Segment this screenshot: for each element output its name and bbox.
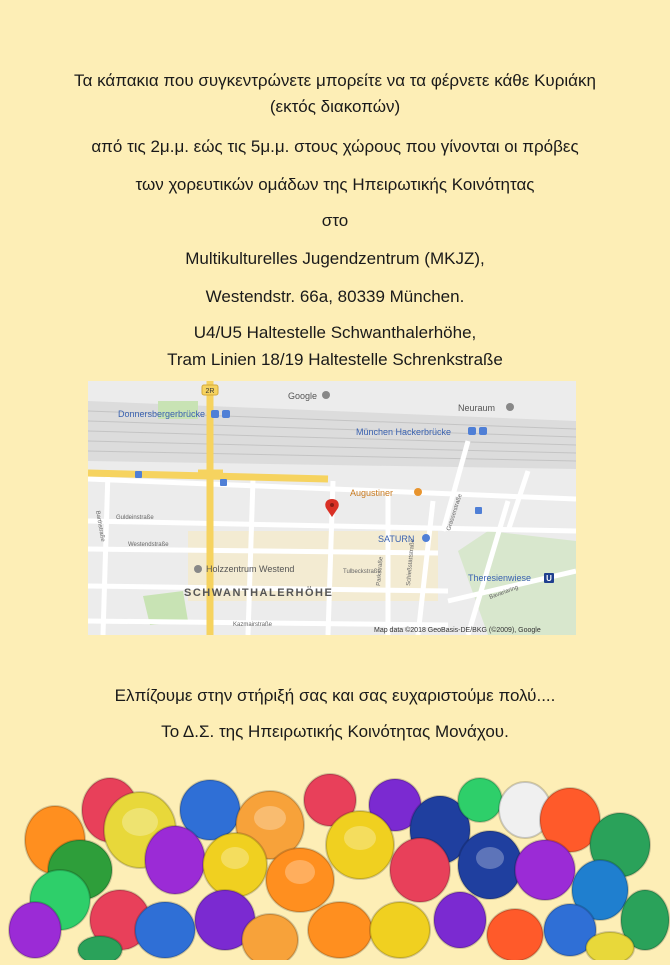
station-icon-3 (468, 427, 476, 435)
location-marker-icon (325, 499, 339, 517)
transit-line-2: Tram Linien 18/19 Haltestelle Schrenkstraße (167, 350, 503, 369)
map-canvas (88, 381, 576, 635)
street-label-kazmairstrasse: Kazmairstraße (233, 622, 273, 628)
station-icon-4 (479, 427, 487, 435)
street-label-grasserstrasse: Grasserstraße (446, 493, 464, 532)
station-icon-1 (211, 410, 219, 418)
notice-line-4: των χορευτικών ομάδων της Ηπειρωτικής Κοινότητας (135, 175, 535, 194)
signature-line: Το Δ.Σ. της Ηπειρωτικής Κοινότητας Μονάχου. (161, 722, 509, 741)
notice-line-1: Τα κάπακια που συγκεντρώνετε μπορείτε να τα φέρνετε κάθε Κυριάκη (74, 71, 596, 90)
poi-icon-augustiner (414, 488, 422, 496)
transit-line-1: U4/U5 Haltestelle Schwanthalerhöhe, (193, 323, 477, 342)
station-icon-2 (222, 410, 230, 418)
thank-you-line: Ελπίζουμε στην στήριξή σας και σας ευχαριστούμε πολύ.... (114, 686, 556, 705)
poi-icon-holzzentrum (194, 565, 202, 573)
street-label-guldeinstrasse: Guldeinstraße (116, 515, 154, 521)
street-label-westendstrasse: Westendstraße (128, 542, 169, 548)
street-label-schiesstaettstrasse: Schießstättstraße (406, 538, 417, 587)
map-label-google: Google (288, 391, 318, 401)
street-label-parkstrasse: Parkstraße (376, 556, 385, 587)
map-label-holzzentrum: Holzzentrum Westend (206, 564, 295, 574)
street-label-tulbeckstrasse: Tulbeckstraße (343, 569, 381, 575)
route-label: 2R (205, 388, 215, 395)
tram-stop-icon-3 (475, 507, 482, 514)
poi-icon-saturn (422, 534, 430, 542)
street-label-barthstrasse: Barthstraße (94, 510, 106, 543)
subway-badge-label: U (546, 574, 552, 583)
bottle-caps-illustration (0, 770, 670, 960)
tram-stop-icon-2 (220, 479, 227, 486)
map-label-theresienwiese: Theresienwiese (468, 573, 532, 583)
map-label-hackerbruecke: München Hackerbrücke (356, 427, 452, 437)
venue-name: Multikulturelles Jugendzentrum (MKJZ), (185, 249, 485, 268)
map-attribution: Map data ©2018 GeoBasis-DE/BKG (©2009), Google (374, 627, 541, 634)
venue-address: Westendstr. 66a, 80339 München. (205, 287, 465, 306)
map-label-donnersbergerbruecke: Donnersbergerbrücke (118, 409, 206, 419)
map-label-augustiner: Augustiner (350, 488, 394, 498)
poi-icon-neuraum (506, 403, 514, 411)
street-label-bavariaring: Bavariaring (488, 584, 520, 601)
map-label-neuraum: Neuraum (458, 403, 496, 413)
map-label-saturn: SATURN (378, 534, 415, 544)
notice-line-3: από τις 2μ.μ. εώς τις 5μ.μ. στους χώρους που γίνονται οι πρόβες (91, 137, 579, 156)
map-label-district: SCHWANTHALERHÖHE (184, 587, 334, 599)
notice-line-5: στο (321, 211, 349, 230)
bottle-caps-image (0, 770, 670, 960)
tram-stop-icon-1 (135, 471, 142, 478)
poi-icon-google (322, 391, 330, 399)
location-map[interactable] (88, 381, 576, 635)
notice-line-2: (εκτός διακοπών) (269, 97, 401, 116)
